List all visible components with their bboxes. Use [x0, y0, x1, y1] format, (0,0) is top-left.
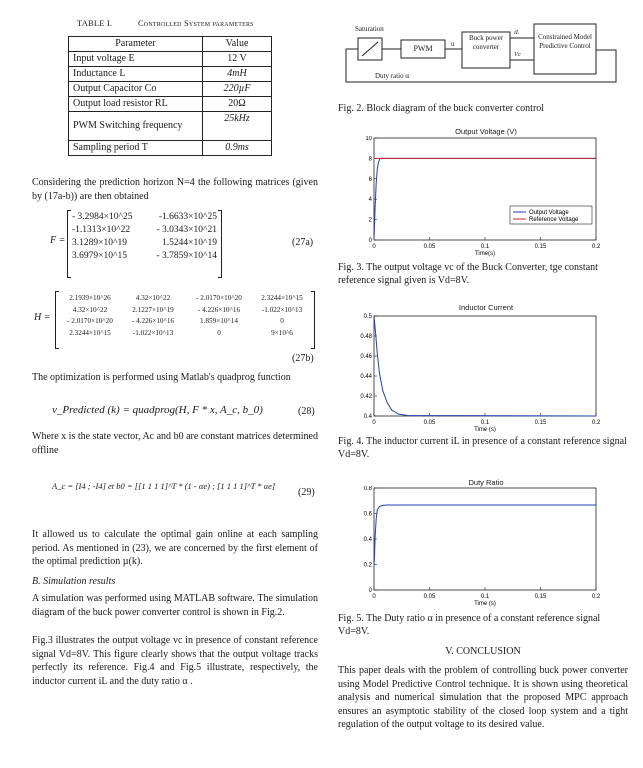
x-tick-label: 0: [372, 594, 376, 600]
table-header: Parameter: [69, 37, 203, 52]
figure-3-caption: Fig. 3. The output voltage vc of the Buck Converter, tge constant reference signal given is Vd=8V.: [338, 262, 598, 286]
table-header: Value: [203, 37, 272, 52]
x-axis-label: Time (s): [474, 601, 496, 607]
h-cell: 2.1227×10^19: [132, 305, 174, 314]
x-axis-label: Time (s): [474, 427, 496, 432]
inductor-current-chart: [338, 312, 628, 432]
f-row: [72, 250, 217, 263]
y-tick-label: 0.4: [363, 537, 372, 543]
h-cell: 0: [280, 317, 284, 325]
saturation-symbol: [362, 42, 378, 56]
h-cell: 2.3244×10^15: [69, 328, 111, 337]
series-line: [374, 158, 596, 240]
h-row: [59, 293, 311, 305]
y-tick-label: 0.42: [360, 394, 372, 400]
f-cell: -1.6633×10^25: [158, 212, 217, 222]
table-number: TABLE I.: [77, 18, 113, 28]
f-matrix: [72, 211, 217, 263]
table-cell: Output load resistor RL: [69, 97, 203, 112]
x-tick-label: 0.2: [591, 420, 601, 426]
table-row: [69, 112, 272, 141]
x-tick-label: 0.15: [534, 420, 547, 426]
plot-area: [374, 316, 596, 416]
chart3-title: Duty Ratio: [468, 478, 504, 487]
h-cell: 0: [217, 328, 221, 337]
f-left-bracket: [67, 210, 71, 278]
mpc-label: Constrained Model Predictive Control: [538, 33, 592, 50]
f-label: F =: [50, 235, 66, 246]
conclusion-heading: V. CONCLUSION: [445, 646, 521, 657]
section-simulation-results: B. Simulation results: [32, 576, 116, 587]
pwm-label: PWM: [413, 44, 433, 53]
x-tick-label: 0.2: [591, 244, 601, 250]
h-row: [59, 328, 311, 340]
table-row: [69, 141, 272, 156]
duty-label: Duty ratio α: [375, 72, 409, 80]
y-tick-label: 2: [368, 217, 372, 224]
x-tick-label: 0.15: [534, 594, 547, 600]
y-tick-label: 0.2: [363, 562, 372, 569]
y-tick-label: 0.5: [363, 314, 372, 320]
figure-4-caption: Fig. 4. The inductor current iL in presence of a constant reference signal Vd=8V.: [338, 436, 627, 460]
table-cell: 4mH: [203, 67, 272, 82]
table-cell: 220µF: [203, 82, 272, 97]
f-cell: 3.6979×10^15: [72, 251, 127, 261]
table-cell: 12 V: [203, 52, 272, 67]
series-line: [374, 505, 596, 566]
table-cell: 25kHz: [203, 112, 272, 141]
h-cell: - 4.226×10^16: [197, 305, 241, 314]
y-tick-label: 0: [368, 238, 372, 244]
eq-28-number: (28): [298, 406, 315, 417]
x-tick-label: 0.1: [480, 244, 490, 250]
plot-area: [374, 138, 596, 240]
saturation-label: Saturation: [355, 25, 384, 33]
f-row: [72, 211, 217, 224]
chart2-title: Inductor Current: [458, 303, 514, 312]
table-row: [69, 82, 272, 97]
paragraph-optimal-gain: It allowed us to calculate the optimal gain online at each sampling period. As mentioned in (23), we are concerned by the first element of the optimal prediction µ(k).: [32, 529, 318, 567]
h-row: [59, 316, 311, 328]
eq-29-number: (29): [298, 487, 315, 498]
h-cell: 1.859×10^14: [200, 317, 238, 325]
conclusion-text: This paper deals with the problem of controlling buck power converter using Model Predictive Control technique. It is shown using theoretical analysis and numerical simulation that the proposed MPC approach ensures an asymptotic stability of the closed loop system and a tight regulation of the output voltage to its desired value.: [338, 665, 628, 730]
paragraph-prediction: Considering the prediction horizon N=4 the following matrices (given by (17a-b)) are then obtained: [32, 177, 318, 202]
f-row: [72, 224, 217, 237]
x-tick-label: 0.05: [423, 594, 436, 600]
y-tick-label: 10: [365, 136, 372, 142]
h-right-bracket: [311, 291, 315, 349]
x-tick-label: 0: [372, 420, 376, 426]
f-cell: 3.1289×10^19: [72, 238, 127, 248]
x-axis-label: Time(s): [474, 251, 496, 257]
figure-2-caption: Fig. 2. Block diagram of the buck converter control: [338, 103, 545, 114]
h-cell: 9×10^6: [271, 328, 293, 337]
h-cell: 4.32×10^22: [135, 294, 171, 302]
x-tick-label: 0.2: [591, 594, 601, 600]
eq-27a-number: (27a): [292, 237, 314, 248]
h-matrix: [59, 293, 311, 339]
chart1-title: Output Voltage (V): [455, 127, 517, 136]
output-voltage-chart: [338, 136, 628, 258]
table-cell: Inductance L: [69, 67, 203, 82]
equation-29: A_c = [I4 ; -I4] et b0 = [[1 1 1 1]^T * (1 - αe) ; [1 1 1 1]^T * αe]: [52, 481, 276, 491]
f-cell: - 3.7859×10^14: [156, 251, 217, 261]
il-label: iL: [514, 29, 520, 36]
f-cell: 1.5244×10^19: [162, 238, 217, 248]
vc-label: Vc: [514, 51, 521, 58]
table-cell: Sampling period T: [69, 141, 203, 156]
f-cell: - 3.2984×10^25: [72, 212, 133, 222]
f-right-bracket: [218, 210, 222, 278]
h-cell: - 2.0170×10^20: [196, 294, 242, 302]
series-line: [374, 316, 596, 416]
y-tick-label: 0.46: [360, 354, 372, 360]
y-tick-label: 8: [368, 156, 372, 163]
y-tick-label: 4: [368, 197, 372, 204]
eq-27b-number: (27b): [292, 353, 314, 364]
table-cell: 20Ω: [203, 97, 272, 112]
table-cell: Input voltage E: [69, 52, 203, 67]
x-tick-label: 0.05: [423, 244, 436, 250]
table-cell: 0.9ms: [203, 141, 272, 156]
table-cell: Output Capacitor Co: [69, 82, 203, 97]
y-tick-label: 0.44: [360, 374, 372, 380]
f-cell: -1.1313×10^22: [72, 225, 131, 235]
paragraph-simulation: A simulation was performed using MATLAB software. The simulation diagram of the buck power converter control is shown in Fig.2.: [32, 593, 318, 618]
f-cell: - 3.0343×10^21: [156, 225, 217, 235]
y-tick-label: 0.8: [363, 486, 372, 492]
legend-label: Output Voltage: [529, 210, 569, 216]
h-label: H =: [34, 312, 51, 323]
table-title: Controlled System parameters: [138, 18, 254, 28]
x-tick-label: 0.1: [480, 594, 490, 600]
h-row: [59, 305, 311, 317]
paragraph-optimization: The optimization is performed using Matlab's quadprog function: [32, 372, 291, 383]
x-tick-label: 0.05: [423, 420, 436, 426]
y-tick-label: 0.48: [360, 334, 372, 340]
h-cell: 4.32×10^22: [72, 305, 108, 314]
duty-ratio-chart: [338, 486, 628, 608]
y-tick-label: 6: [368, 176, 372, 183]
h-cell: -1.022×10^13: [132, 328, 174, 337]
paragraph-fig3: Fig.3 illustrates the output voltage vc in presence of constant reference signal Vd=8V. This figure clearly shows that the output voltage tracks perfectly its reference. Fig.4 and Fig.5 illustrate, respectively, the inductor current iL and the duty ratio α .: [32, 635, 318, 687]
buck-label: Buck power converter: [468, 34, 504, 51]
y-tick-label: 0.4: [363, 414, 372, 420]
h-cell: -1.022×10^13: [261, 305, 303, 314]
plot-area: [374, 488, 596, 590]
equation-28: v_Predicted (k) = quadprog(H, F * x, A_c, b_0): [52, 404, 263, 416]
legend-label: Reference Voltage: [529, 217, 579, 223]
table-cell: PWM Switching frequency: [69, 112, 203, 141]
table-row: [69, 67, 272, 82]
y-tick-label: 0.6: [363, 511, 372, 518]
x-tick-label: 0: [372, 244, 376, 250]
u-label: u: [451, 40, 455, 48]
h-cell: - 2.0170×10^20: [67, 317, 113, 325]
table-row: [69, 97, 272, 112]
parameters-table: [68, 36, 272, 156]
x-tick-label: 0.15: [534, 244, 547, 250]
x-tick-label: 0.1: [480, 420, 490, 426]
h-cell: - 4.226×10^16: [131, 317, 175, 325]
h-cell: 2.3244×10^15: [261, 294, 303, 302]
h-cell: 2.1939×10^26: [69, 294, 111, 302]
figure-5-caption: Fig. 5. The Duty ratio α in presence of a constant reference signal Vd=8V.: [338, 613, 601, 637]
table-header-row: [69, 37, 272, 52]
paragraph-state-vector: Where x is the state vector, Ac and b0 are constant matrices determined offline: [32, 431, 318, 456]
table-row: [69, 52, 272, 67]
y-tick-label: 0: [368, 588, 372, 594]
f-row: [72, 237, 217, 250]
